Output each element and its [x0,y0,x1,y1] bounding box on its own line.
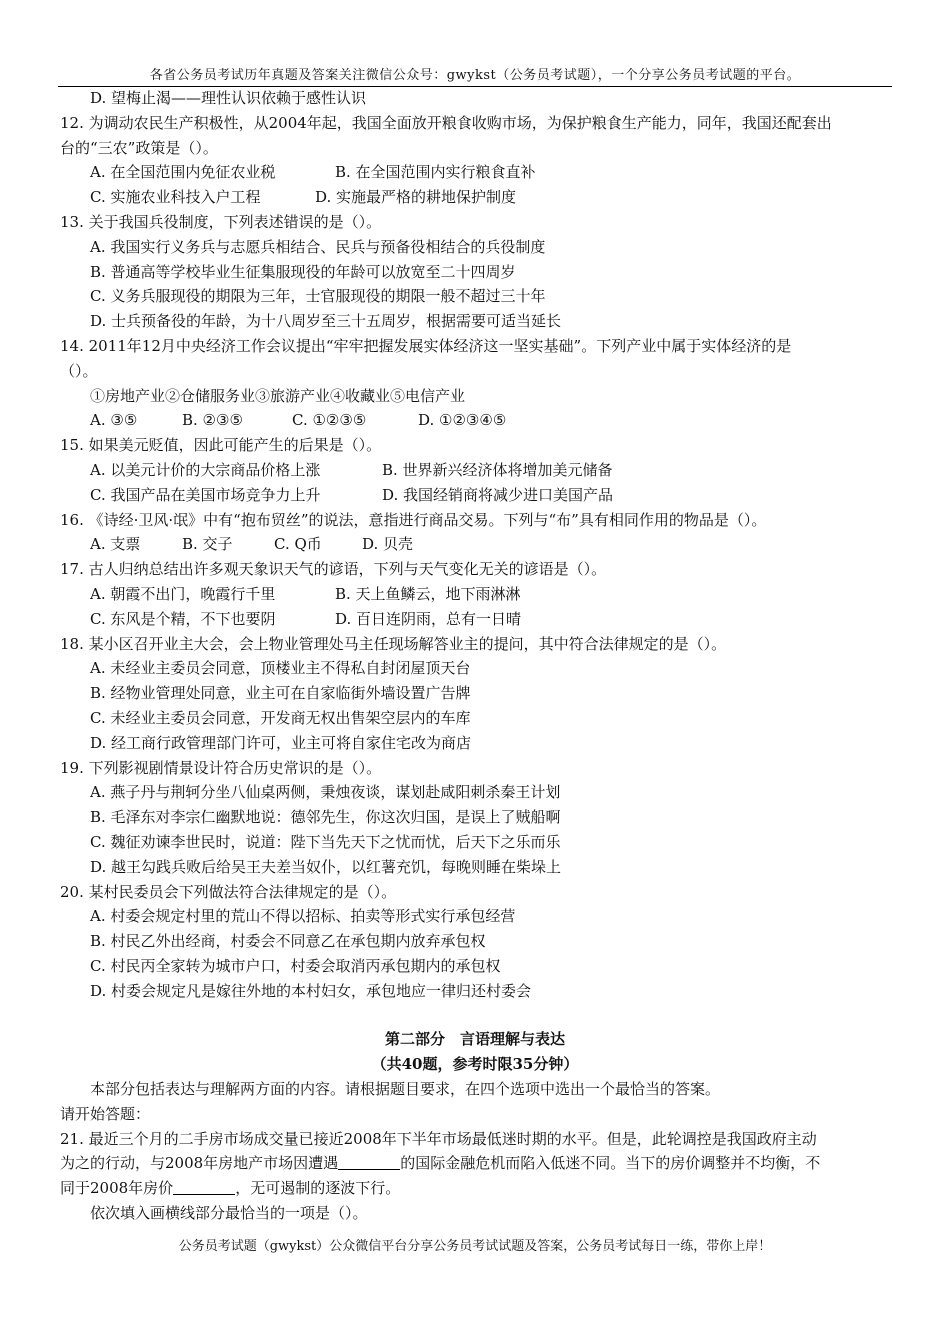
q20-option-d: D. 村委会规定凡是嫁往外地的本村妇女，承包地应一律归还村委会 [90,981,532,1000]
q17-option-b: B. 天上鱼鳞云，地下雨淋淋 [335,584,521,603]
question-21 [60,1127,890,1226]
q14-options [60,408,890,433]
q19-option-b: B. 毛泽东对李宗仁幽默地说：德邻先生，你这次归国，是误上了贼船啊 [90,808,561,827]
q13-option-b: B. 普通高等学校毕业生征集服现役的年龄可以放宽至二十四周岁 [90,262,516,281]
question-15 [60,433,890,507]
q21-blank-1 [338,1153,400,1170]
question-19 [60,756,890,880]
q18-option-b: B. 经物业管理处同意，业主可在自家临街外墙设置广告牌 [90,684,471,703]
q15-stem: 15. 如果美元贬值，因此可能产生的后果是（）。 [60,436,382,455]
q20-stem: 20. 某村民委员会下列做法符合法律规定的是（）。 [60,882,397,901]
q15-options-ab [60,458,890,483]
q16-option-d: D. 贝壳 [362,535,414,554]
section-spacer [60,1003,890,1027]
q14-items: ①房地产业②仓储服务业③旅游产业④收藏业⑤电信产业 [90,386,466,405]
section-start: 请开始答题： [60,1104,151,1123]
question-14 [60,334,890,433]
q17-option-c: C. 东风是个精，不下也要阴 [90,609,276,628]
question-13 [60,210,890,334]
document-body [60,86,890,1226]
q17-option-a: A. 朝霞不出门，晚霞行千里 [90,584,276,603]
q17-options-ab [60,582,890,607]
q21-stem-line1: 21. 最近三个月的二手房市场成交量已接近2008年下半年市场最低迷时期的水平。但是，此轮调控是我国政府主动 [60,1129,817,1148]
question-17 [60,557,890,631]
q19-option-a: A. 燕子丹与荆轲分坐八仙桌两侧，秉烛夜谈，谋划赴咸阳刺杀秦王计划 [90,783,561,802]
q16-option-a: A. 支票 [90,535,141,554]
q18-option-c: C. 未经业主委员会同意，开发商无权出售架空层内的车库 [90,708,471,727]
q19-stem: 19. 下列影视剧情景设计符合历史常识的是（）。 [60,758,382,777]
q12-option-b: B. 在全国范围内实行粮食直补 [335,163,536,182]
q19-option-d: D. 越王勾践兵败后给吴王夫差当奴仆，以红薯充饥，每晚则睡在柴垛上 [90,857,562,876]
q21-line3-part2: ，无可遏制的逐波下行。 [235,1179,401,1198]
q12-option-a: A. 在全国范围内免征农业税 [90,163,276,182]
q21-line2-part2: 的国际金融危机而陷入低迷不同。当下的房价调整并不均衡，不 [400,1154,821,1173]
q17-option-d: D. 百日连阴雨，总有一日晴 [335,609,522,628]
q17-options-cd [60,607,890,632]
q16-stem: 16. 《诗经·卫风·氓》中有“抱布贸丝”的说法，意指进行商品交易。下列与“布”具有相同作用的物品是（）。 [60,510,767,529]
q21-blank-2 [173,1178,235,1195]
q14-stem-line2: （）。 [60,361,98,380]
section-title: 第二部分 言语理解与表达 [384,1030,565,1049]
page-footer: 公务员考试题（gwykst）公众微信平台分享公务员考试试题及答案，公务员考试每日一练，带你上岸！ [178,1239,772,1254]
q13-option-c: C. 义务兵服现役的期限为三年，士官服现役的期限一般不超过三十年 [90,287,546,306]
section-2 [60,1027,890,1126]
section-subtitle: （共40题，参考时限35分钟） [371,1055,579,1074]
q21-stem-line2 [60,1151,890,1176]
q11-option-d: D. 望梅止渴——理性认识依赖于感性认识 [90,89,367,107]
q20-option-b: B. 村民乙外出经商，村委会不同意乙在承包期内放弃承包权 [90,932,486,951]
question-20 [60,880,890,1004]
q16-option-b: B. 交子 [182,535,233,554]
q12-options-cd [60,185,890,210]
q12-option-d: D. 实施最严格的耕地保护制度 [315,188,517,207]
q18-stem: 18. 某小区召开业主大会，会上物业管理处马主任现场解答业主的提问，其中符合法律规定的是（）。 [60,634,727,653]
q13-option-a: A. 我国实行义务兵与志愿兵相结合、民兵与预备役相结合的兵役制度 [90,237,546,256]
question-18 [60,632,890,756]
q15-option-d: D. 我国经销商将减少进口美国产品 [382,485,614,504]
q16-options [60,532,890,557]
section-intro: 本部分包括表达与理解两方面的内容。请根据题目要求，在四个选项中选出一个最恰当的答案。 [90,1080,721,1099]
q17-stem: 17. 古人归纳总结出许多观天象识天气的谚语，下列与天气变化无关的谚语是（）。 [60,560,607,579]
q19-option-c: C. 魏征劝谏李世民时，说道：陛下当先天下之忧而忧，后天下之乐而乐 [90,832,561,851]
q12-options-ab [60,160,890,185]
question-12 [60,111,890,210]
q18-option-d: D. 经工商行政管理部门许可，业主可将自家住宅改为商店 [90,733,472,752]
q13-stem: 13. 关于我国兵役制度，下列表述错误的是（）。 [60,212,382,231]
q21-line3-part1: 同于2008年房价 [60,1179,174,1198]
q14-option-d: D. ①②③④⑤ [418,411,507,430]
q15-options-cd [60,483,890,508]
page-header: 各省公务员考试历年真题及答案关注微信公众号：gwykst（公务员考试题），一个分享公务员考试题的平台。 [149,68,801,83]
q16-option-c: C. Q币 [274,535,322,554]
q14-option-a: A. ③⑤ [90,411,138,430]
question-16 [60,508,890,558]
q18-option-a: A. 未经业主委员会同意，顶楼业主不得私自封闭屋顶天台 [90,659,471,678]
q14-option-c: C. ①②③⑤ [292,411,367,430]
q15-option-c: C. 我国产品在美国市场竞争力上升 [90,485,321,504]
q14-stem-line1: 14. 2011年12月中央经济工作会议提出“牢牢把握发展实体经济这一坚实基础”。下列产业中属于实体经济的是 [60,336,792,355]
q12-option-c: C. 实施农业科技入户工程 [90,188,261,207]
q12-stem-line2: 台的“三农”政策是（）。 [60,138,218,157]
q15-option-a: A. 以美元计价的大宗商品价格上涨 [90,460,321,479]
q13-option-d: D. 士兵预备役的年龄，为十八周岁至三十五周岁，根据需要可适当延长 [90,312,562,331]
q20-option-c: C. 村民丙全家转为城市户口，村委会取消丙承包期内的承包权 [90,956,501,975]
q21-stem-line3 [60,1176,890,1201]
q14-option-b: B. ②③⑤ [182,411,243,430]
q21-prompt: 依次填入画横线部分最恰当的一项是（）。 [90,1204,368,1223]
q20-option-a: A. 村委会规定村里的荒山不得以招标、拍卖等形式实行承包经营 [90,907,516,926]
q15-option-b: B. 世界新兴经济体将增加美元储备 [382,460,613,479]
q21-line2-part1: 为之的行动，与2008年房地产市场因遭遇 [60,1154,339,1173]
q12-stem-line1: 12. 为调动农民生产积极性，从2004年起，我国全面放开粮食收购市场，为保护粮食生产能力，同年，我国还配套出 [60,113,832,132]
